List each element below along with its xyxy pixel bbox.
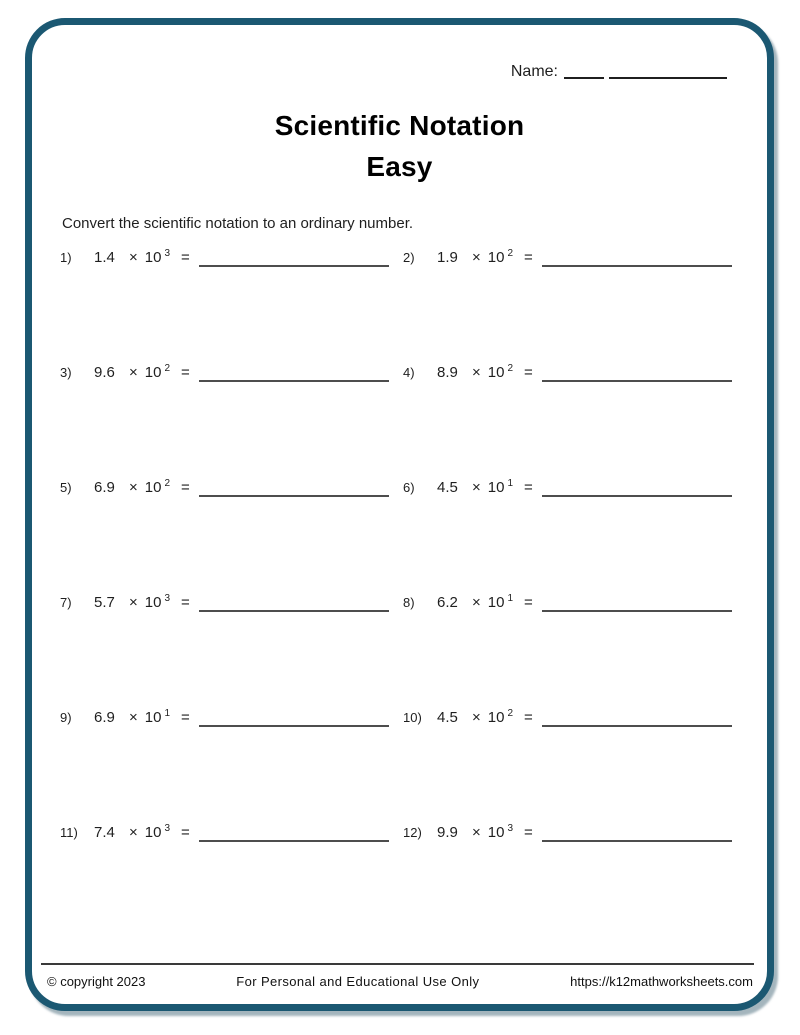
- base-ten: 10: [487, 249, 505, 266]
- base-ten: 10: [144, 824, 162, 841]
- answer-blank[interactable]: [199, 370, 389, 382]
- answer-blank[interactable]: [542, 255, 732, 267]
- base-ten: 10: [487, 824, 505, 841]
- base-ten: 10: [144, 709, 162, 726]
- base-ten: 10: [487, 709, 505, 726]
- problem-3: [60, 364, 403, 479]
- coefficient: 9.9: [437, 824, 458, 841]
- coefficient: 4.5: [437, 709, 458, 726]
- answer-blank[interactable]: [199, 715, 389, 727]
- times-sign: ×: [129, 364, 138, 381]
- copyright-text: © copyright 2023: [47, 974, 146, 989]
- name-row: [511, 60, 727, 81]
- equals-sign: =: [524, 364, 533, 381]
- equals-sign: =: [524, 594, 533, 611]
- answer-blank[interactable]: [199, 485, 389, 497]
- problem-number: 4): [403, 365, 415, 380]
- problem-number: 6): [403, 480, 415, 495]
- worksheet-border-frame: [25, 18, 774, 1011]
- problem-12: [403, 824, 739, 939]
- problem-number: 5): [60, 480, 72, 495]
- base-ten: 10: [144, 594, 162, 611]
- answer-blank[interactable]: [199, 830, 389, 842]
- problem-2: [403, 249, 739, 364]
- answer-blank[interactable]: [542, 370, 732, 382]
- base-ten: 10: [487, 364, 505, 381]
- equals-sign: =: [181, 479, 190, 496]
- problem-number: 11): [60, 825, 78, 840]
- base-ten: 10: [144, 249, 162, 266]
- footer-divider: [41, 963, 754, 965]
- instruction-text: Convert the scientific notation to an ordinary number.: [62, 215, 414, 232]
- problem-number: 2): [403, 250, 415, 265]
- base-ten: 10: [144, 479, 162, 496]
- problem-5: [60, 479, 403, 594]
- times-sign: ×: [472, 249, 481, 266]
- equals-sign: =: [524, 479, 533, 496]
- equals-sign: =: [181, 364, 190, 381]
- times-sign: ×: [472, 594, 481, 611]
- times-sign: ×: [472, 364, 481, 381]
- times-sign: ×: [472, 824, 481, 841]
- equals-sign: =: [181, 824, 190, 841]
- exponent: 1: [507, 478, 514, 489]
- coefficient: 9.6: [94, 364, 115, 381]
- usage-text: For Personal and Educational Use Only: [236, 974, 480, 989]
- times-sign: ×: [129, 709, 138, 726]
- exponent: 1: [507, 593, 514, 604]
- answer-blank[interactable]: [199, 255, 389, 267]
- base-ten: 10: [487, 594, 505, 611]
- answer-blank[interactable]: [199, 600, 389, 612]
- equals-sign: =: [524, 709, 533, 726]
- exponent: 2: [164, 363, 171, 374]
- equals-sign: =: [181, 594, 190, 611]
- problem-10: [403, 709, 739, 824]
- coefficient: 4.5: [437, 479, 458, 496]
- equals-sign: =: [524, 249, 533, 266]
- equals-sign: =: [181, 709, 190, 726]
- problem-9: [60, 709, 403, 824]
- coefficient: 1.9: [437, 249, 458, 266]
- exponent: 3: [507, 823, 514, 834]
- name-blank[interactable]: [564, 63, 604, 79]
- footer: [47, 974, 753, 989]
- exponent: 3: [164, 593, 171, 604]
- problem-8: [403, 594, 739, 709]
- exponent: 1: [164, 708, 171, 719]
- equals-sign: =: [181, 249, 190, 266]
- answer-blank[interactable]: [542, 715, 732, 727]
- exponent: 2: [164, 478, 171, 489]
- times-sign: ×: [129, 479, 138, 496]
- exponent: 3: [164, 823, 171, 834]
- answer-blank[interactable]: [542, 830, 732, 842]
- times-sign: ×: [129, 824, 138, 841]
- title-line-2: Easy: [366, 151, 433, 182]
- name-label: Name:: [510, 63, 558, 80]
- times-sign: ×: [472, 479, 481, 496]
- exponent: 2: [507, 363, 514, 374]
- problem-1: [60, 249, 403, 364]
- answer-blank[interactable]: [542, 485, 732, 497]
- exponent: 2: [507, 708, 514, 719]
- problem-4: [403, 364, 739, 479]
- coefficient: 6.9: [94, 709, 115, 726]
- problem-6: [403, 479, 739, 594]
- exponent: 3: [164, 248, 171, 259]
- times-sign: ×: [129, 594, 138, 611]
- problem-number: 10): [403, 710, 422, 725]
- equals-sign: =: [524, 824, 533, 841]
- name-blank[interactable]: [609, 63, 727, 79]
- coefficient: 5.7: [94, 594, 115, 611]
- coefficient: 6.2: [437, 594, 458, 611]
- problem-number: 3): [60, 365, 72, 380]
- base-ten: 10: [144, 364, 162, 381]
- problem-11: [60, 824, 403, 939]
- answer-blank[interactable]: [542, 600, 732, 612]
- coefficient: 6.9: [94, 479, 115, 496]
- coefficient: 8.9: [437, 364, 458, 381]
- exponent: 2: [507, 248, 514, 259]
- website-link[interactable]: https://k12mathworksheets.com: [570, 974, 753, 989]
- problem-number: 7): [60, 595, 72, 610]
- times-sign: ×: [129, 249, 138, 266]
- problem-number: 8): [403, 595, 415, 610]
- title-line-1: Scientific Notation: [274, 110, 525, 141]
- problem-number: 1): [60, 250, 72, 265]
- worksheet-title: [32, 105, 767, 187]
- coefficient: 1.4: [94, 249, 115, 266]
- times-sign: ×: [472, 709, 481, 726]
- problem-number: 9): [60, 710, 72, 725]
- problem-number: 12): [403, 825, 422, 840]
- coefficient: 7.4: [94, 824, 115, 841]
- problems-grid: [60, 249, 739, 939]
- problem-7: [60, 594, 403, 709]
- base-ten: 10: [487, 479, 505, 496]
